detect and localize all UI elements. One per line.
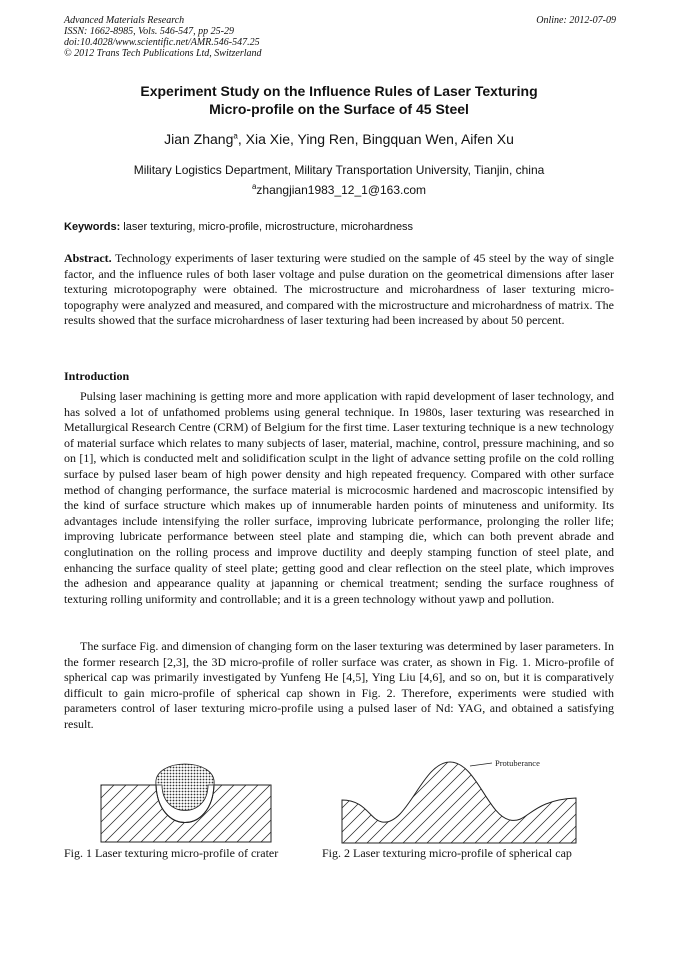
figure-1-caption: Fig. 1 Laser texturing micro-profile of crater — [64, 846, 279, 860]
affiliation: Military Logistics Department, Military Transportation University, Tianjin, china — [133, 163, 545, 177]
author-superscript: a — [233, 131, 238, 141]
figure-2-spherical-cap-diagram — [338, 752, 578, 844]
title-line-1: Experiment Study on the Influence Rules of Laser Texturing — [140, 83, 538, 99]
protuberance-leader-line — [470, 763, 492, 766]
keywords — [64, 220, 616, 234]
copyright-line: © 2012 Trans Tech Publications Ltd, Switzerland — [64, 48, 262, 59]
keywords-text: laser texturing, micro-profile, microstructure, microhardness — [120, 221, 414, 233]
journal-header — [64, 15, 616, 59]
abstract — [64, 251, 614, 329]
abstract-label: Abstract. — [64, 251, 112, 265]
first-author: Jian Zhang — [164, 131, 234, 147]
intro-paragraph-1: Pulsing laser machining is getting more and more application with rapid development of laser technology, and has solved a lot of unfathomed problems using general technique. In 1980s, laser texturing was researched in Metallurgical Research Centre (CRM) of Belgium for the first time. Laser texturing technique is a new technology of material surface which relates to many subjects of laser, material, machine, control, pressure machining, and so on [1], which is conducted melt and solidification sculpt in the light of advance setting profile on the cold rolling surface by pulsed laser beam of high power density and high repeated frequency. Compared with other surface method of changing performance, the surface material is microcosmic hardened and macroscopic intensified by the kind of surface structure which makes up of innumerable harden points of minuteness and uniformity. Its advantages include intensifying the roller surface, improving lubricate performance, prolonging the roller life; improving lubricate performance between steel plate and stamping die, which can both prevent abrade and conglutination on the rolling process and improve ductility and deeply stamping function of steel plate, and enhancing the surface quality of steel plate; getting good and clear reflection on the steel plate, which improves the adhesion and appearance quality at japanning or chemical treatment; sending the surface roughness of texturing rolling uniformity and controllable; and it is a green technology without yawp and pollution. — [64, 389, 614, 606]
keywords-label: Keywords: — [64, 221, 121, 233]
abstract-text: Technology experiments of laser texturing were studied on the sample of 45 steel by the way of single factor, and the influence rules of both laser voltage and pulse duration on the geometrical dimensions after laser texturing microtopography were obtained. The microstructure and microhardness of laser texturing micro-topography were analyzed and measured, and compared with the microstructure and microhardness of matrix. The results showed that the surface microhardness of laser texturing had been increased by about 50 percent. — [64, 251, 614, 328]
email-address[interactable]: zhangjian1983_12_1@163.com — [256, 183, 427, 197]
online-date: Online: 2012-07-09 — [536, 15, 616, 26]
author-email — [64, 183, 614, 198]
email-superscript: a — [251, 182, 257, 191]
intro-paragraph-2: The surface Fig. and dimension of changing form on the laser texturing was determined by laser parameters. In the former research [2,3], the 3D micro-profile of roller surface was crater, as shown in Fig. 1. Micro-profile of spherical cap was primarily investigated by Yunfeng He [4,5], Ying Liu [4,6], and so on, but it is comparatively difficult to gain micro-profile of spherical cap shown in Fig. 2. Therefore, experiments were studied with parameters control of laser texturing micro-profile using a pulsed laser of Nd: YAG, and obtained a satisfying result. — [64, 639, 614, 731]
title-line-2: Micro-profile on the Surface of 45 Steel — [209, 101, 469, 117]
other-authors: , Xia Xie, Ying Ren, Bingquan Wen, Aifen Xu — [237, 131, 514, 147]
figure-1-crater-diagram — [100, 763, 272, 843]
author-list — [64, 130, 614, 148]
protuberance-label: Protuberance — [495, 758, 540, 768]
paper-title — [64, 82, 614, 118]
doi-line[interactable]: doi:10.4028/www.scientific.net/AMR.546-547.25 — [64, 37, 260, 48]
journal-name: Advanced Materials Research — [64, 15, 185, 26]
section-heading-introduction: Introduction — [64, 369, 130, 383]
issn-line: ISSN: 1662-8985, Vols. 546-547, pp 25-29 — [64, 26, 234, 37]
figure-2-caption: Fig. 2 Laser texturing micro-profile of spherical cap — [322, 846, 572, 860]
